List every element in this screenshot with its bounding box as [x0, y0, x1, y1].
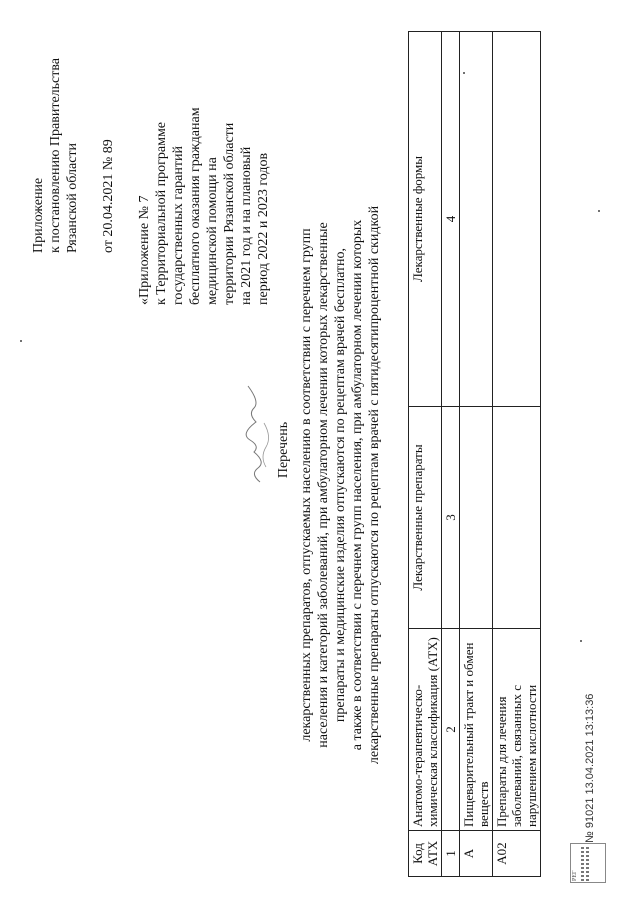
appendix7-line: к Территориальной программе — [154, 121, 169, 305]
row-forms — [460, 32, 493, 407]
table-number-row — [442, 32, 460, 877]
row-code: A — [460, 831, 493, 877]
description-line: а также в соответствии с перечнем групп населения, при амбулаторном лечении которых — [350, 219, 365, 751]
appendix7-line: период 2022 и 2023 годов — [256, 152, 271, 305]
header-forms: Лекарственные формы — [409, 32, 442, 407]
appendix7-line: бесплатного оказания гражданам — [188, 107, 203, 305]
appendix7-line: государственных гарантий — [171, 146, 186, 305]
header-atx: Анатомо-терапевтическо-химическая классификация (АТХ) — [409, 629, 442, 831]
appendix-line: Приложение — [31, 177, 46, 253]
document-description — [298, 125, 383, 845]
column-number: 3 — [442, 407, 460, 629]
column-number: 4 — [442, 32, 460, 407]
registration-number: № 91021 13.04.2021 13:13:36 — [584, 693, 596, 843]
description-line: лекарственные препараты отпускаются по рецептам врачей с пятидесятипроцентной скидкой — [367, 205, 382, 765]
appendix7-block — [136, 0, 272, 305]
row-drugs — [493, 407, 541, 629]
column-number: 2 — [442, 629, 460, 831]
description-line: лекарственных препаратов, отпускаемых населению в соответствии с перечнем групп — [299, 228, 314, 742]
description-line: населения и категорий заболеваний, при амбулаторном лечении которых лекарственные — [316, 222, 331, 748]
row-forms — [493, 32, 541, 407]
row-atx: Препараты для лечения заболеваний, связанных с нарушением кислотности — [493, 629, 541, 831]
row-code: A02 — [493, 831, 541, 877]
drug-table — [408, 31, 541, 877]
scan-speck — [598, 210, 600, 212]
decree-date: от 20.04.2021 № 89 — [101, 139, 116, 253]
scan-speck — [580, 640, 582, 642]
table-header-row — [409, 32, 442, 877]
signature-scribble — [236, 357, 276, 487]
scan-speck — [463, 72, 465, 74]
header-drugs: Лекарственные препараты — [409, 407, 442, 629]
appendix7-line: территории Рязанской области — [222, 122, 237, 305]
table-row — [460, 32, 493, 877]
scan-speck — [20, 340, 22, 342]
table-row — [493, 32, 541, 877]
row-atx: Пищеварительный тракт и обмен веществ — [460, 629, 493, 831]
appendix7-line: «Приложение № 7 — [137, 195, 152, 305]
appendix7-line: на 2021 год и на плановый — [239, 146, 254, 305]
description-line: препараты и медицинские изделия отпускаются по рецептам врачей бесплатно, — [333, 247, 348, 723]
appendix7-line: медицинской помощи на — [205, 157, 220, 305]
appendix-line: Рязанской области — [65, 142, 80, 253]
stamp-text: РЕГ — [572, 870, 578, 881]
registration-stamp — [570, 843, 606, 883]
appendix-block — [30, 0, 117, 253]
appendix-line: к постановлению Правительства — [48, 57, 63, 253]
document-title: Перечень — [276, 421, 291, 479]
column-number: 1 — [442, 831, 460, 877]
row-drugs — [460, 407, 493, 629]
header-code: Код АТХ — [409, 831, 442, 877]
